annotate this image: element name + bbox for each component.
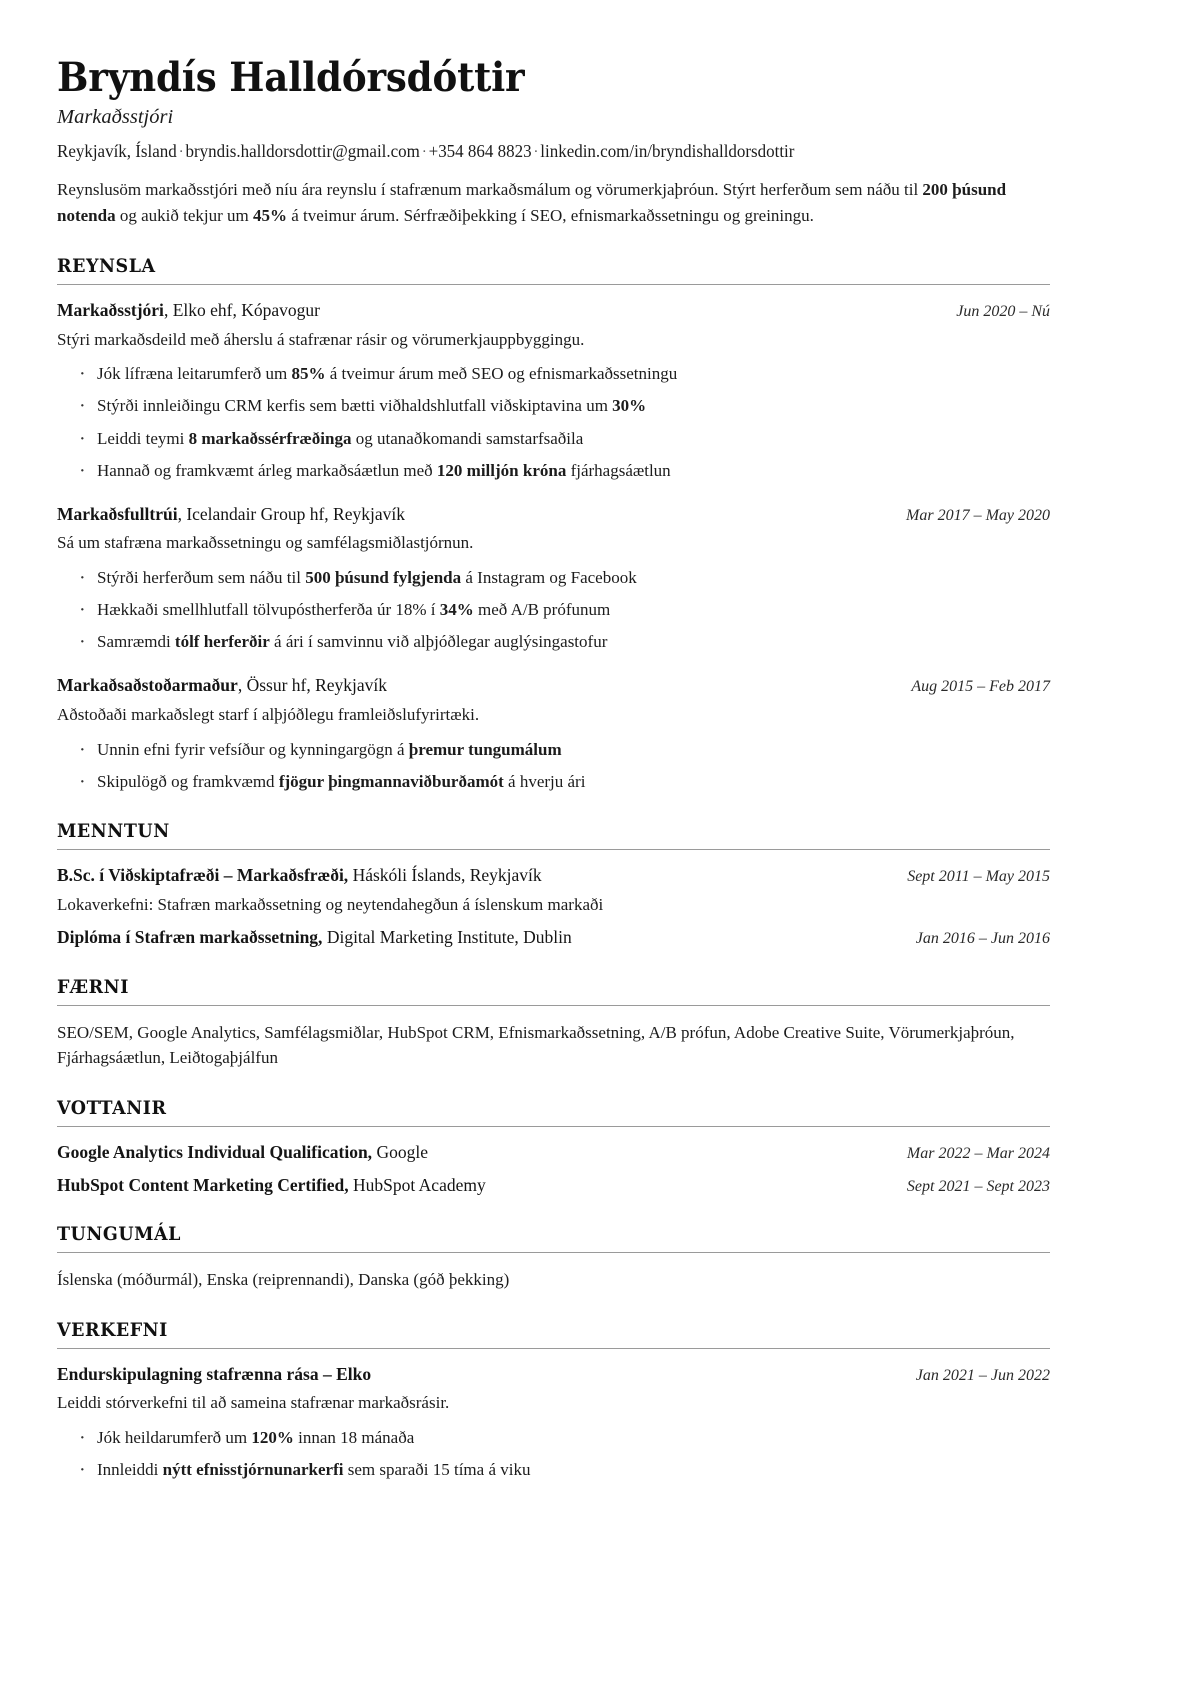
body-text: á Instagram og Facebook — [461, 568, 637, 588]
entry-role: Endurskipulagning stafrænna rása – Elko — [57, 1363, 372, 1384]
section-experience — [57, 255, 1050, 794]
section-divider — [57, 1005, 1050, 1006]
experience-entry-list — [57, 299, 1050, 794]
section-heading-experience: REYNSLA — [57, 255, 156, 278]
entry-role: Markaðsfulltrúi — [57, 503, 178, 524]
entry-bullet-list — [57, 362, 1050, 483]
entry-organization: , Elko ehf, Kópavogur — [163, 300, 320, 321]
section-divider — [57, 1126, 1050, 1127]
resume-entry — [57, 299, 1050, 483]
section-heading-projects: VERKEFNI — [57, 1318, 168, 1341]
section-education — [57, 820, 1050, 950]
entry-title — [57, 503, 888, 527]
body-text: Unnin efni fyrir vefsíður og kynningargögn á — [97, 739, 409, 759]
list-item — [79, 459, 1050, 483]
contact-line — [57, 140, 1020, 164]
contact-separator: · — [178, 143, 184, 160]
entry-date-range: Jan 2016 – Jun 2016 — [915, 930, 1050, 948]
section-certifications — [57, 1097, 1050, 1197]
list-item — [79, 566, 1050, 590]
contact-separator: · — [421, 143, 427, 160]
resume-sheet — [57, 56, 1050, 1482]
certification-date-range: Mar 2022 – Mar 2024 — [906, 1144, 1050, 1162]
entry-header-row — [57, 1363, 1050, 1387]
body-text: á tveimur árum með SEO og efnismarkaðssetningu — [325, 364, 678, 384]
body-text: Samræmdi — [97, 632, 175, 652]
entry-date-range: Jun 2020 – Nú — [956, 303, 1050, 321]
entry-organization: , Össur hf, Reykjavík — [237, 675, 388, 696]
body-text: Leiddi teymi — [97, 428, 189, 448]
entry-summary: Sá um stafræna markaðssetningu og samfélagsmiðlastjórnun. — [57, 533, 474, 553]
body-text: Innleiddi — [97, 1460, 163, 1480]
entry-organization: Háskóli Íslands, Reykjavík — [348, 864, 542, 885]
contact-phone[interactable]: +354 864 8823 — [428, 140, 532, 161]
entry-role: Markaðsaðstoðarmaður — [57, 675, 238, 696]
body-text: Stýrði herferðum sem náðu til — [97, 568, 306, 588]
entry-date-range: Sept 2011 – May 2015 — [907, 867, 1050, 885]
skills-text: SEO/SEM, Google Analytics, Samfélagsmiðlar, HubSpot CRM, Efnismarkaðssetning, A/B prófun, Adobe Creative Suite, Vörumerkjaþróun, Fjárhagsáætlun, Leiðtogaþjálfun — [57, 1022, 1015, 1068]
emphasis-text: 45% — [252, 206, 287, 226]
section-skills — [57, 976, 1050, 1071]
entry-summary: Stýri markaðsdeild með áherslu á stafrænar rásir og vörumerkjauppbyggingu. — [57, 329, 585, 349]
emphasis-text: 8 markaðssérfræðinga — [188, 428, 352, 448]
certification-date-range: Sept 2021 – Sept 2023 — [906, 1177, 1050, 1195]
resume-entry — [57, 1363, 1050, 1483]
emphasis-text: 500 þúsund fylgjenda — [305, 568, 462, 588]
section-heading-education: MENNTUN — [57, 819, 170, 842]
list-item — [79, 770, 1050, 794]
entry-bullet-list — [57, 1426, 1050, 1482]
body-text: fjárhagsáætlun — [566, 460, 671, 480]
section-divider — [57, 1252, 1050, 1253]
certification-name: HubSpot Content Marketing Certified, — [57, 1174, 349, 1195]
contact-linkedin[interactable]: linkedin.com/in/bryndishalldorsdottir — [540, 140, 795, 161]
resume-entry — [57, 926, 1050, 950]
contact-email[interactable]: bryndis.halldorsdottir@gmail.com — [185, 140, 420, 161]
languages-text: Íslenska (móðurmál), Enska (reiprennandi), Danska (góð þekking) — [57, 1270, 510, 1290]
emphasis-text: nýtt efnisstjórnunarkerfi — [162, 1460, 344, 1480]
body-text: Hannað og framkvæmt árleg markaðsáætlun með — [97, 460, 437, 480]
body-text: Stýrði innleiðingu CRM kerfis sem bætti viðhaldshlutfall viðskiptavina um — [97, 396, 613, 416]
body-text: á tveimur árum. Sérfræðiþekking í SEO, efnismarkaðssetningu og greiningu. — [286, 206, 814, 226]
list-item — [79, 427, 1050, 451]
body-text: Skipulögð og framkvæmd — [97, 771, 279, 791]
job-title-subtitle: Markaðsstjóri — [57, 106, 174, 129]
resume-entry — [57, 864, 1050, 917]
body-text: á hverju ári — [503, 771, 586, 791]
body-text: Jók lífræna leitarumferð um — [97, 364, 292, 384]
emphasis-text: tólf herferðir — [174, 632, 270, 652]
emphasis-text: fjögur þingmannaviðburðamót — [278, 771, 504, 791]
section-projects — [57, 1319, 1050, 1483]
certification-issuer: HubSpot Academy — [348, 1174, 486, 1195]
entry-title — [57, 864, 889, 888]
entry-title — [57, 299, 938, 323]
list-item — [79, 1458, 1050, 1482]
entry-header-row — [57, 926, 1050, 950]
emphasis-text: þremur tungumálum — [408, 739, 562, 759]
entry-date-range: Aug 2015 – Feb 2017 — [911, 678, 1050, 696]
list-item — [79, 598, 1050, 622]
entry-bullet-list — [57, 566, 1050, 654]
list-item — [79, 738, 1050, 762]
contact-separator: · — [533, 143, 539, 160]
body-text: og utanaðkomandi samstarfsaðila — [351, 428, 584, 448]
certification-name: Google Analytics Individual Qualification, — [57, 1141, 373, 1162]
entry-role: Diplóma í Stafræn markaðssetning, — [57, 927, 323, 948]
entry-summary: Aðstoðaði markaðslegt starf í alþjóðlegu framleiðslufyrirtæki. — [57, 705, 480, 725]
resume-entry — [57, 674, 1050, 794]
entry-header-row — [57, 299, 1050, 323]
certification-issuer: Google — [372, 1141, 428, 1162]
entry-header-row — [57, 503, 1050, 527]
entry-header-row — [57, 674, 1050, 698]
certification-title — [57, 1174, 889, 1198]
project-entry-list — [57, 1363, 1050, 1483]
entry-header-row — [57, 864, 1050, 888]
emphasis-text: 120 milljón króna — [436, 460, 567, 480]
section-heading-skills: FÆRNI — [57, 975, 129, 998]
section-divider — [57, 284, 1050, 285]
emphasis-text: 200 þúsund notenda — [57, 180, 1007, 226]
entry-bullet-list — [57, 738, 1050, 794]
list-item — [79, 362, 1050, 386]
education-entry-list — [57, 864, 1050, 950]
list-item — [79, 1426, 1050, 1450]
entry-summary: Leiddi stórverkefni til að sameina stafrænar markaðsrásir. — [57, 1393, 450, 1413]
emphasis-text: 120% — [251, 1427, 294, 1447]
entry-organization: , Icelandair Group hf, Reykjavík — [177, 503, 405, 524]
certification-list — [57, 1141, 1050, 1197]
body-text: innan 18 mánaða — [293, 1427, 415, 1447]
body-text: og aukið tekjur um — [115, 206, 253, 226]
resume-header — [57, 56, 1050, 229]
entry-organization: Digital Marketing Institute, Dublin — [322, 927, 572, 948]
certification-row — [57, 1174, 1050, 1198]
resume-entry — [57, 503, 1050, 655]
entry-title — [57, 674, 893, 698]
entry-summary: Lokaverkefni: Stafræn markaðssetning og neytendahegðun á íslenskum markaði — [57, 894, 604, 914]
certification-title — [57, 1141, 889, 1165]
entry-role: Markaðsstjóri — [57, 300, 164, 321]
section-heading-certifications: VOTTANIR — [57, 1096, 167, 1119]
section-divider — [57, 849, 1050, 850]
body-text: Jók heildarumferð um — [97, 1427, 252, 1447]
body-text: á ári í samvinnu við alþjóðlegar auglýsingastofur — [269, 632, 608, 652]
list-item — [79, 630, 1050, 654]
entry-date-range: Jan 2021 – Jun 2022 — [915, 1366, 1050, 1384]
body-text: með A/B prófunum — [473, 600, 611, 620]
entry-title — [57, 926, 898, 950]
emphasis-text: 30% — [612, 396, 647, 416]
entry-date-range: Mar 2017 – May 2020 — [906, 506, 1050, 524]
section-languages — [57, 1223, 1050, 1293]
list-item — [79, 394, 1050, 418]
body-text: Hækkaði smellhlutfall tölvupóstherferða úr 18% í — [97, 600, 440, 620]
contact-location: Reykjavík, Ísland — [57, 140, 177, 161]
entry-role: B.Sc. í Viðskiptafræði – Markaðsfræði, — [57, 864, 349, 885]
page-title: Bryndís Halldórsdóttir — [57, 54, 525, 101]
professional-summary — [57, 177, 1050, 229]
body-text: sem sparaði 15 tíma á viku — [343, 1460, 531, 1480]
section-heading-languages: TUNGUMÁL — [57, 1223, 182, 1246]
entry-title — [57, 1363, 898, 1387]
certification-row — [57, 1141, 1050, 1165]
emphasis-text: 85% — [291, 364, 326, 384]
emphasis-text: 34% — [439, 600, 474, 620]
section-divider — [57, 1348, 1050, 1349]
body-text: Reynslusöm markaðsstjóri með níu ára reynslu í stafrænum markaðsmálum og vörumerkjaþróun. Stýrt herferðum sem náðu til — [57, 180, 923, 200]
